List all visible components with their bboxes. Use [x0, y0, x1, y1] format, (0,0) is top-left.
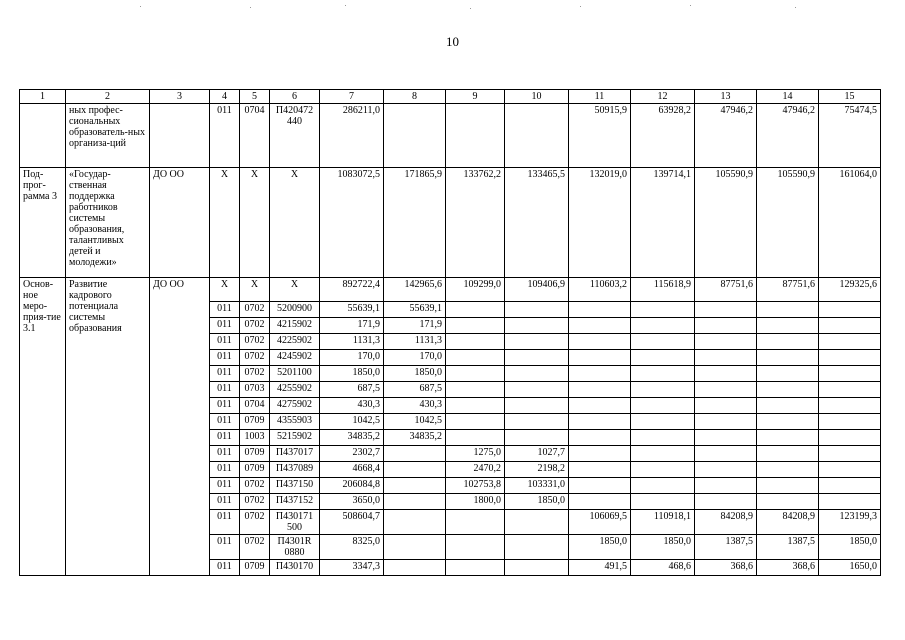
scan-speck	[470, 8, 471, 9]
column-number: 15	[819, 90, 881, 104]
amount-cell-13	[695, 350, 757, 366]
grbs-code-cell: 011	[210, 350, 240, 366]
amount-cell-15	[819, 366, 881, 382]
amount-cell-10: 1850,0	[505, 494, 569, 510]
amount-cell-13: 368,6	[695, 560, 757, 576]
amount-cell-14: 368,6	[757, 560, 819, 576]
amount-cell-8	[384, 104, 446, 168]
amount-cell-7: 1850,0	[320, 366, 384, 382]
amount-cell-14	[757, 350, 819, 366]
amount-cell-15	[819, 462, 881, 478]
amount-cell-7: 8325,0	[320, 535, 384, 560]
column-number: 11	[569, 90, 631, 104]
executor-cell: ДО ОО	[150, 168, 210, 278]
amount-cell-12: 63928,2	[631, 104, 695, 168]
amount-cell-10	[505, 302, 569, 318]
grbs-code-cell: 011	[210, 382, 240, 398]
target-article-cell: П430171 500	[270, 510, 320, 535]
amount-cell-9	[446, 398, 505, 414]
amount-cell-15	[819, 478, 881, 494]
column-number: 12	[631, 90, 695, 104]
column-number: 13	[695, 90, 757, 104]
amount-cell-14	[757, 382, 819, 398]
amount-cell-13	[695, 446, 757, 462]
amount-cell-10: 103331,0	[505, 478, 569, 494]
amount-cell-15	[819, 382, 881, 398]
amount-cell-14	[757, 398, 819, 414]
grbs-code-cell: 011	[210, 535, 240, 560]
amount-cell-7: 3650,0	[320, 494, 384, 510]
amount-cell-15	[819, 302, 881, 318]
amount-cell-8	[384, 446, 446, 462]
amount-cell-7: 170,0	[320, 350, 384, 366]
amount-cell-8: 142965,6	[384, 278, 446, 302]
target-article-cell: П430170	[270, 560, 320, 576]
amount-cell-7: 687,5	[320, 382, 384, 398]
amount-cell-13	[695, 318, 757, 334]
scan-speck	[345, 5, 346, 6]
amount-cell-7: 892722,4	[320, 278, 384, 302]
amount-cell-11	[569, 302, 631, 318]
target-article-cell: П437017	[270, 446, 320, 462]
target-article-cell: 4245902	[270, 350, 320, 366]
amount-cell-12	[631, 462, 695, 478]
amount-cell-11	[569, 318, 631, 334]
amount-cell-7: 171,9	[320, 318, 384, 334]
amount-cell-10	[505, 535, 569, 560]
section-code-cell: 0703	[240, 382, 270, 398]
amount-cell-9: 2470,2	[446, 462, 505, 478]
program-name-cell: Под-прог-рамма 3	[20, 168, 66, 278]
executor-cell	[150, 104, 210, 168]
amount-cell-12	[631, 494, 695, 510]
amount-cell-7: 4668,4	[320, 462, 384, 478]
amount-cell-7: 206084,8	[320, 478, 384, 494]
target-article-cell: 5200900	[270, 302, 320, 318]
grbs-code-cell: 011	[210, 334, 240, 350]
scan-speck	[795, 7, 796, 8]
amount-cell-12	[631, 302, 695, 318]
amount-cell-13: 1387,5	[695, 535, 757, 560]
amount-cell-11: 491,5	[569, 560, 631, 576]
column-number: 5	[240, 90, 270, 104]
section-code-cell: 0709	[240, 446, 270, 462]
amount-cell-13	[695, 382, 757, 398]
amount-cell-14	[757, 494, 819, 510]
target-article-cell: 4355903	[270, 414, 320, 430]
amount-cell-11: 50915,9	[569, 104, 631, 168]
grbs-code-cell: 011	[210, 446, 240, 462]
amount-cell-10: 133465,5	[505, 168, 569, 278]
amount-cell-7: 286211,0	[320, 104, 384, 168]
amount-cell-13	[695, 478, 757, 494]
amount-cell-10: 1027,7	[505, 446, 569, 462]
amount-cell-15: 1650,0	[819, 560, 881, 576]
amount-cell-8: 1850,0	[384, 366, 446, 382]
amount-cell-14	[757, 462, 819, 478]
target-article-cell: П4301R 0880	[270, 535, 320, 560]
grbs-code-cell: 011	[210, 318, 240, 334]
table-row	[20, 278, 881, 302]
section-code-cell: 0709	[240, 462, 270, 478]
section-code-cell: 0702	[240, 535, 270, 560]
program-name-cell	[20, 104, 66, 168]
section-code-cell: 0702	[240, 302, 270, 318]
amount-cell-15: 1850,0	[819, 535, 881, 560]
grbs-code-cell: 011	[210, 494, 240, 510]
amount-cell-9	[446, 104, 505, 168]
column-number: 10	[505, 90, 569, 104]
amount-cell-10: 109406,9	[505, 278, 569, 302]
amount-cell-11	[569, 366, 631, 382]
target-article-cell: 4215902	[270, 318, 320, 334]
amount-cell-11	[569, 350, 631, 366]
amount-cell-15	[819, 494, 881, 510]
amount-cell-13	[695, 414, 757, 430]
target-article-cell: 4255902	[270, 382, 320, 398]
amount-cell-8: 1131,3	[384, 334, 446, 350]
amount-cell-9	[446, 334, 505, 350]
amount-cell-11	[569, 478, 631, 494]
amount-cell-15	[819, 446, 881, 462]
amount-cell-13	[695, 398, 757, 414]
program-name-cell: Основ-ное меро-прия-тие 3.1	[20, 278, 66, 576]
amount-cell-11	[569, 494, 631, 510]
amount-cell-12: 139714,1	[631, 168, 695, 278]
grbs-code-cell: 011	[210, 510, 240, 535]
amount-cell-12	[631, 318, 695, 334]
amount-cell-11	[569, 446, 631, 462]
amount-cell-12	[631, 414, 695, 430]
program-title-cell: «Государ-ственная поддержка работников системы образования, талантливых детей и молодежи»	[66, 168, 150, 278]
amount-cell-11	[569, 414, 631, 430]
amount-cell-8: 34835,2	[384, 430, 446, 446]
amount-cell-13: 47946,2	[695, 104, 757, 168]
target-article-cell: П437152	[270, 494, 320, 510]
amount-cell-11	[569, 334, 631, 350]
amount-cell-13	[695, 366, 757, 382]
amount-cell-14	[757, 446, 819, 462]
section-code-cell: 0702	[240, 510, 270, 535]
amount-cell-7: 508604,7	[320, 510, 384, 535]
amount-cell-8: 430,3	[384, 398, 446, 414]
target-article-cell: П420472 440	[270, 104, 320, 168]
amount-cell-10	[505, 414, 569, 430]
section-code-cell: 0702	[240, 318, 270, 334]
section-code-cell: 0709	[240, 414, 270, 430]
amount-cell-7: 2302,7	[320, 446, 384, 462]
amount-cell-12	[631, 382, 695, 398]
grbs-code-cell: 011	[210, 398, 240, 414]
column-number: 9	[446, 90, 505, 104]
executor-cell: ДО ОО	[150, 278, 210, 576]
grbs-code-cell: Х	[210, 278, 240, 302]
amount-cell-7: 1131,3	[320, 334, 384, 350]
program-title-cell: Развитие кадрового потенциала системы образования	[66, 278, 150, 576]
amount-cell-8: 170,0	[384, 350, 446, 366]
amount-cell-9	[446, 302, 505, 318]
amount-cell-11	[569, 398, 631, 414]
amount-cell-15	[819, 398, 881, 414]
amount-cell-12: 468,6	[631, 560, 695, 576]
column-number: 1	[20, 90, 66, 104]
program-title-cell: ных профес-сиональных образователь-ных организа-ций	[66, 104, 150, 168]
grbs-code-cell: 011	[210, 414, 240, 430]
amount-cell-14	[757, 302, 819, 318]
amount-cell-13	[695, 494, 757, 510]
amount-cell-12: 115618,9	[631, 278, 695, 302]
amount-cell-7: 55639,1	[320, 302, 384, 318]
amount-cell-11	[569, 382, 631, 398]
amount-cell-14	[757, 318, 819, 334]
amount-cell-8	[384, 510, 446, 535]
amount-cell-15	[819, 414, 881, 430]
column-number: 8	[384, 90, 446, 104]
amount-cell-9: 1275,0	[446, 446, 505, 462]
amount-cell-9	[446, 414, 505, 430]
amount-cell-8	[384, 494, 446, 510]
grbs-code-cell: 011	[210, 430, 240, 446]
amount-cell-10	[505, 398, 569, 414]
amount-cell-7: 1042,5	[320, 414, 384, 430]
amount-cell-14: 105590,9	[757, 168, 819, 278]
section-code-cell: 0702	[240, 366, 270, 382]
amount-cell-15: 75474,5	[819, 104, 881, 168]
amount-cell-9: 109299,0	[446, 278, 505, 302]
grbs-code-cell: 011	[210, 462, 240, 478]
target-article-cell: 5201100	[270, 366, 320, 382]
amount-cell-13: 84208,9	[695, 510, 757, 535]
amount-cell-8: 687,5	[384, 382, 446, 398]
amount-cell-14	[757, 414, 819, 430]
column-number: 3	[150, 90, 210, 104]
amount-cell-12: 110918,1	[631, 510, 695, 535]
scan-speck	[690, 5, 691, 6]
amount-cell-12	[631, 350, 695, 366]
grbs-code-cell: 011	[210, 560, 240, 576]
amount-cell-10	[505, 318, 569, 334]
amount-cell-10	[505, 350, 569, 366]
amount-cell-8	[384, 462, 446, 478]
column-number: 7	[320, 90, 384, 104]
amount-cell-12	[631, 430, 695, 446]
amount-cell-14	[757, 366, 819, 382]
column-number: 6	[270, 90, 320, 104]
amount-cell-14: 87751,6	[757, 278, 819, 302]
amount-cell-9	[446, 350, 505, 366]
target-article-cell: 4225902	[270, 334, 320, 350]
budget-table	[19, 89, 881, 576]
amount-cell-9	[446, 318, 505, 334]
amount-cell-8: 171865,9	[384, 168, 446, 278]
amount-cell-15	[819, 318, 881, 334]
amount-cell-13	[695, 334, 757, 350]
amount-cell-12	[631, 478, 695, 494]
table-row	[20, 168, 881, 278]
amount-cell-8	[384, 560, 446, 576]
amount-cell-8: 1042,5	[384, 414, 446, 430]
target-article-cell: Х	[270, 278, 320, 302]
amount-cell-11: 132019,0	[569, 168, 631, 278]
amount-cell-9: 1800,0	[446, 494, 505, 510]
column-number: 14	[757, 90, 819, 104]
column-number-row	[20, 90, 881, 104]
amount-cell-9	[446, 510, 505, 535]
amount-cell-9	[446, 382, 505, 398]
grbs-code-cell: 011	[210, 366, 240, 382]
column-number: 4	[210, 90, 240, 104]
amount-cell-9	[446, 560, 505, 576]
amount-cell-12: 1850,0	[631, 535, 695, 560]
amount-cell-10	[505, 382, 569, 398]
amount-cell-9	[446, 430, 505, 446]
amount-cell-10	[505, 510, 569, 535]
amount-cell-10	[505, 334, 569, 350]
grbs-code-cell: 011	[210, 478, 240, 494]
amount-cell-13	[695, 462, 757, 478]
amount-cell-14: 84208,9	[757, 510, 819, 535]
target-article-cell: 5215902	[270, 430, 320, 446]
amount-cell-15	[819, 430, 881, 446]
section-code-cell: 0702	[240, 350, 270, 366]
amount-cell-13	[695, 430, 757, 446]
amount-cell-15	[819, 334, 881, 350]
amount-cell-10	[505, 560, 569, 576]
grbs-code-cell: Х	[210, 168, 240, 278]
amount-cell-12	[631, 398, 695, 414]
target-article-cell: Х	[270, 168, 320, 278]
section-code-cell: 1003	[240, 430, 270, 446]
amount-cell-15: 123199,3	[819, 510, 881, 535]
amount-cell-10	[505, 104, 569, 168]
amount-cell-7: 34835,2	[320, 430, 384, 446]
amount-cell-10: 2198,2	[505, 462, 569, 478]
amount-cell-13	[695, 302, 757, 318]
amount-cell-14	[757, 478, 819, 494]
amount-cell-11	[569, 462, 631, 478]
amount-cell-13: 105590,9	[695, 168, 757, 278]
amount-cell-14	[757, 430, 819, 446]
amount-cell-11	[569, 430, 631, 446]
section-code-cell: Х	[240, 278, 270, 302]
target-article-cell: 4275902	[270, 398, 320, 414]
amount-cell-8	[384, 535, 446, 560]
amount-cell-9: 133762,2	[446, 168, 505, 278]
amount-cell-10	[505, 430, 569, 446]
column-number: 2	[66, 90, 150, 104]
table-row	[20, 104, 881, 168]
scan-speck	[140, 6, 141, 7]
amount-cell-13: 87751,6	[695, 278, 757, 302]
section-code-cell: 0702	[240, 494, 270, 510]
amount-cell-14: 1387,5	[757, 535, 819, 560]
amount-cell-15	[819, 350, 881, 366]
section-code-cell: 0704	[240, 104, 270, 168]
section-code-cell: Х	[240, 168, 270, 278]
amount-cell-15: 161064,0	[819, 168, 881, 278]
amount-cell-9	[446, 535, 505, 560]
amount-cell-14	[757, 334, 819, 350]
amount-cell-7: 1083072,5	[320, 168, 384, 278]
amount-cell-8: 55639,1	[384, 302, 446, 318]
section-code-cell: 0704	[240, 398, 270, 414]
amount-cell-11: 106069,5	[569, 510, 631, 535]
page-number: 10	[446, 34, 459, 49]
amount-cell-11: 1850,0	[569, 535, 631, 560]
amount-cell-8: 171,9	[384, 318, 446, 334]
amount-cell-12	[631, 366, 695, 382]
amount-cell-8	[384, 478, 446, 494]
amount-cell-14: 47946,2	[757, 104, 819, 168]
target-article-cell: П437150	[270, 478, 320, 494]
amount-cell-7: 430,3	[320, 398, 384, 414]
amount-cell-7: 3347,3	[320, 560, 384, 576]
section-code-cell: 0709	[240, 560, 270, 576]
amount-cell-10	[505, 366, 569, 382]
amount-cell-12	[631, 446, 695, 462]
section-code-cell: 0702	[240, 478, 270, 494]
amount-cell-11: 110603,2	[569, 278, 631, 302]
amount-cell-9	[446, 366, 505, 382]
grbs-code-cell: 011	[210, 104, 240, 168]
target-article-cell: П437089	[270, 462, 320, 478]
amount-cell-9: 102753,8	[446, 478, 505, 494]
amount-cell-15: 129325,6	[819, 278, 881, 302]
section-code-cell: 0702	[240, 334, 270, 350]
amount-cell-12	[631, 334, 695, 350]
scan-speck	[580, 6, 581, 7]
scan-speck	[250, 7, 251, 8]
grbs-code-cell: 011	[210, 302, 240, 318]
